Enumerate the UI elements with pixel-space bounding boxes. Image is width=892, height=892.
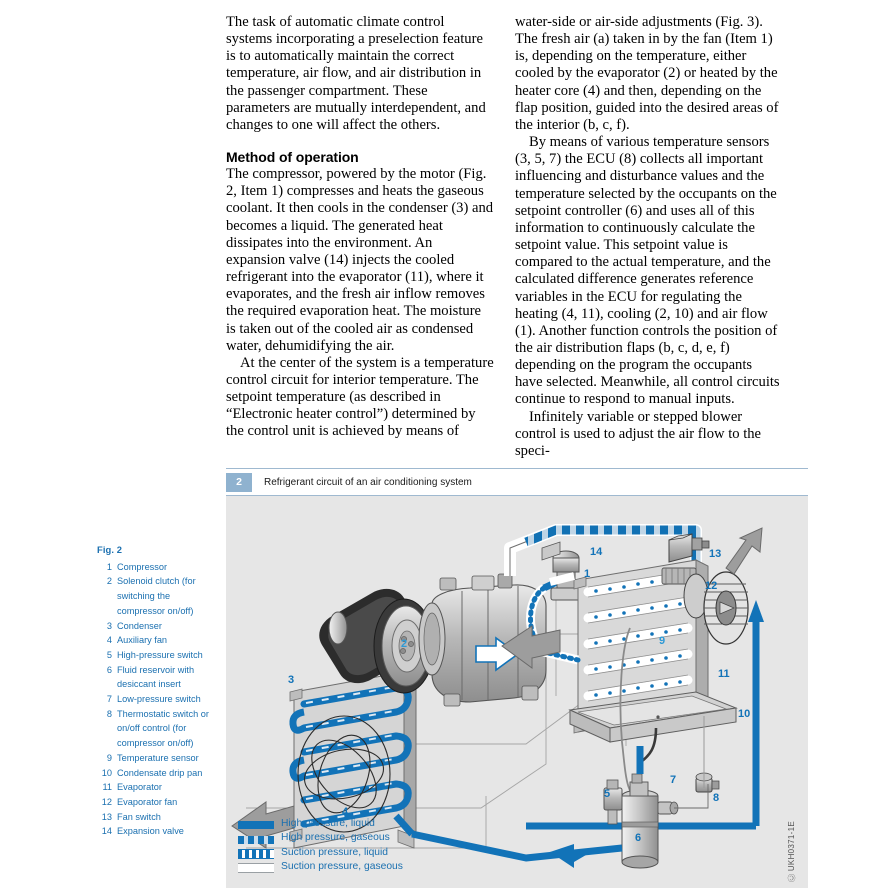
paragraph: Infinitely variable or stepped blower control is used to adjust the air flow to the speci- <box>515 408 762 459</box>
figure-key-label: Evaporator <box>117 782 162 793</box>
figure-key-number: 11 <box>102 782 112 793</box>
callout-4: 4 <box>342 806 349 818</box>
figure-key-number: 10 <box>101 767 112 778</box>
figure-key-item <box>97 810 219 825</box>
callout-12: 12 <box>705 580 718 592</box>
figure-key-label: High-pressure switch <box>117 649 203 660</box>
figure-key-number: 1 <box>106 561 112 572</box>
figure-pressure-legend <box>238 817 403 874</box>
legend-swatch-suction-pressure-liquid <box>238 849 274 859</box>
figure-key-label: Expansion valve <box>117 826 184 837</box>
paragraph: The compressor, powered by the motor (Fig. 2, Item 1) compresses and heats the gaseous coolant. It then cools in the condenser (3) and becomes a liquid. The generated heat dissipates into the environment. An expansion valve (14) injects the cooled refrigerant into the evaporator (11), where it evaporates, and the fresh air inflow removes the required evaporation heat. The moisture is taken out of the cooled air as condensed water, dehumidifying the air. <box>226 166 494 354</box>
figure-key-label: Compressor <box>117 561 168 572</box>
figure-key-number: 3 <box>106 620 112 631</box>
callout-14: 14 <box>590 546 603 558</box>
figure-container <box>226 476 808 888</box>
legend-label: High pressure, gaseous <box>281 832 390 844</box>
callout-13: 13 <box>709 548 722 560</box>
legend-row <box>238 831 403 845</box>
figure-key-label: Evaporator fan <box>117 796 178 807</box>
figure-key-label: Condensate drip pan <box>117 767 203 778</box>
flow-arrow-hp-liquid <box>550 844 598 868</box>
figure-key-label: Condenser <box>117 620 162 631</box>
figure-header <box>226 469 808 495</box>
paragraph: By means of various temperature sensors (3, 5, 7) the ECU (8) collects all important influencing and disturbance values and the temperature selected by the occupants on the setpoint controller (6) and uses all of this information to continuously calculate the setpoint value. This setpoint value is compared to the actual temperature, and the calculated difference generates reference variables in the ECU for regulating the heating (4, 11), cooling (2, 10) and air flow (1). Another function controls the position of the air distribution flaps (b, c, d, e, f) depending on the program the occupants have selected. Meanwhile, all control circuits continue to respond to manual inputs. <box>515 134 780 408</box>
callout-6: 6 <box>635 832 642 844</box>
figure-key-number: 13 <box>101 811 112 822</box>
legend-row <box>238 817 403 831</box>
figure-key-label: Temperature sensor <box>117 752 199 763</box>
body-text-left-column <box>226 14 494 441</box>
legend-swatch-suction-pressure-gaseous <box>238 863 274 873</box>
callout-3: 3 <box>288 674 295 686</box>
figure-key-number: 2 <box>106 576 112 587</box>
figure-key-item <box>97 824 219 839</box>
figure-code-symbol: Ⓒ <box>787 873 796 882</box>
figure-key-number: 8 <box>106 708 112 719</box>
paragraph: water-side or air-side adjustments (Fig. 3). The fresh air (a) taken in by the fan (Item 1) is, depending on the temperature, either cooled by the evaporator (2) or heated by the heater core (4) and then, depending on the flap position, guided into the desired areas of the interior (b, c, f). <box>515 14 779 133</box>
figure-code-text: UKH0371-1E <box>787 821 796 872</box>
paragraph: The task of automatic climate control systems incorporating a preselection feature is to automatically maintain the correct temperature, air flow, and air distribution in the passenger compartment. These parameters are mutually interdependent, and changes to one will affect the others. <box>226 14 486 133</box>
figure-key-label: Auxiliary fan <box>117 635 168 646</box>
figure-key-item <box>97 663 219 692</box>
figure-key-label: Solenoid clutch (for switching the compressor on/off) <box>117 576 196 616</box>
section-heading: Method of operation <box>226 149 359 166</box>
figure-key-label: Fan switch <box>117 811 161 822</box>
fluid-reservoir-part <box>604 774 678 868</box>
figure-key-label: Fluid reservoir with desiccant insert <box>117 664 195 690</box>
figure-key-number: 12 <box>101 796 112 807</box>
figure-key-item <box>97 574 219 618</box>
legend-label: Suction pressure, liquid <box>281 846 389 858</box>
figure-key-number: 6 <box>106 664 112 675</box>
callout-9: 9 <box>659 635 666 647</box>
figure-key-item <box>97 560 219 575</box>
legend-swatch-high-pressure-gaseous <box>238 836 274 844</box>
figure-key-number: 14 <box>101 826 112 837</box>
legend-label: Suction pressure, gaseous <box>281 860 403 872</box>
thermostatic-switch-part <box>696 773 719 792</box>
legend-swatch-high-pressure-liquid <box>238 821 274 829</box>
figure-key-number: 4 <box>106 635 112 646</box>
figure-key-item <box>97 751 219 766</box>
pipe-suction-gaseous <box>748 600 764 826</box>
callout-1: 1 <box>584 568 591 580</box>
figure-key-item <box>97 692 219 707</box>
figure-key-item <box>97 795 219 810</box>
fan-switch-part <box>669 534 709 562</box>
callout-5: 5 <box>604 788 611 800</box>
figure-key-number: 5 <box>106 649 112 660</box>
figure-key-item <box>97 648 219 663</box>
figure-key-item <box>97 780 219 795</box>
expansion-valve-part <box>542 542 581 600</box>
figure-key-item <box>97 619 219 634</box>
airflow-arrow-out <box>726 528 762 574</box>
figure-key-item <box>97 633 219 648</box>
figure-key-sidebar <box>97 543 219 839</box>
callout-11: 11 <box>718 668 730 680</box>
figure-key-item <box>97 707 219 751</box>
figure-key-label: Thermostatic switch or on/off control (for compressor on/off) <box>117 708 209 749</box>
figure-key-number: 9 <box>106 752 112 763</box>
figure-key-title: Fig. 2 <box>97 544 123 555</box>
callout-8: 8 <box>713 792 720 804</box>
figure-key-item <box>97 766 219 781</box>
figure-number-badge: 2 <box>226 473 252 492</box>
paragraph: At the center of the system is a temperature control circuit for interior temperature. The setpoint temperature (as described in “Electronic heater control”) determined by the control unit is achieved by means of <box>226 354 494 440</box>
legend-row <box>238 860 403 874</box>
body-text-right-column <box>515 14 783 460</box>
figure-key-label: Low-pressure switch <box>117 694 201 705</box>
callout-2: 2 <box>401 638 408 650</box>
legend-label: High pressure, liquid <box>281 818 375 830</box>
figure-caption: Refrigerant circuit of an air conditioning system <box>264 476 472 488</box>
figure-source-code <box>786 821 802 882</box>
callout-7: 7 <box>670 774 677 786</box>
callout-10: 10 <box>738 708 751 720</box>
legend-row <box>238 846 403 860</box>
figure-key-number: 7 <box>106 694 112 705</box>
